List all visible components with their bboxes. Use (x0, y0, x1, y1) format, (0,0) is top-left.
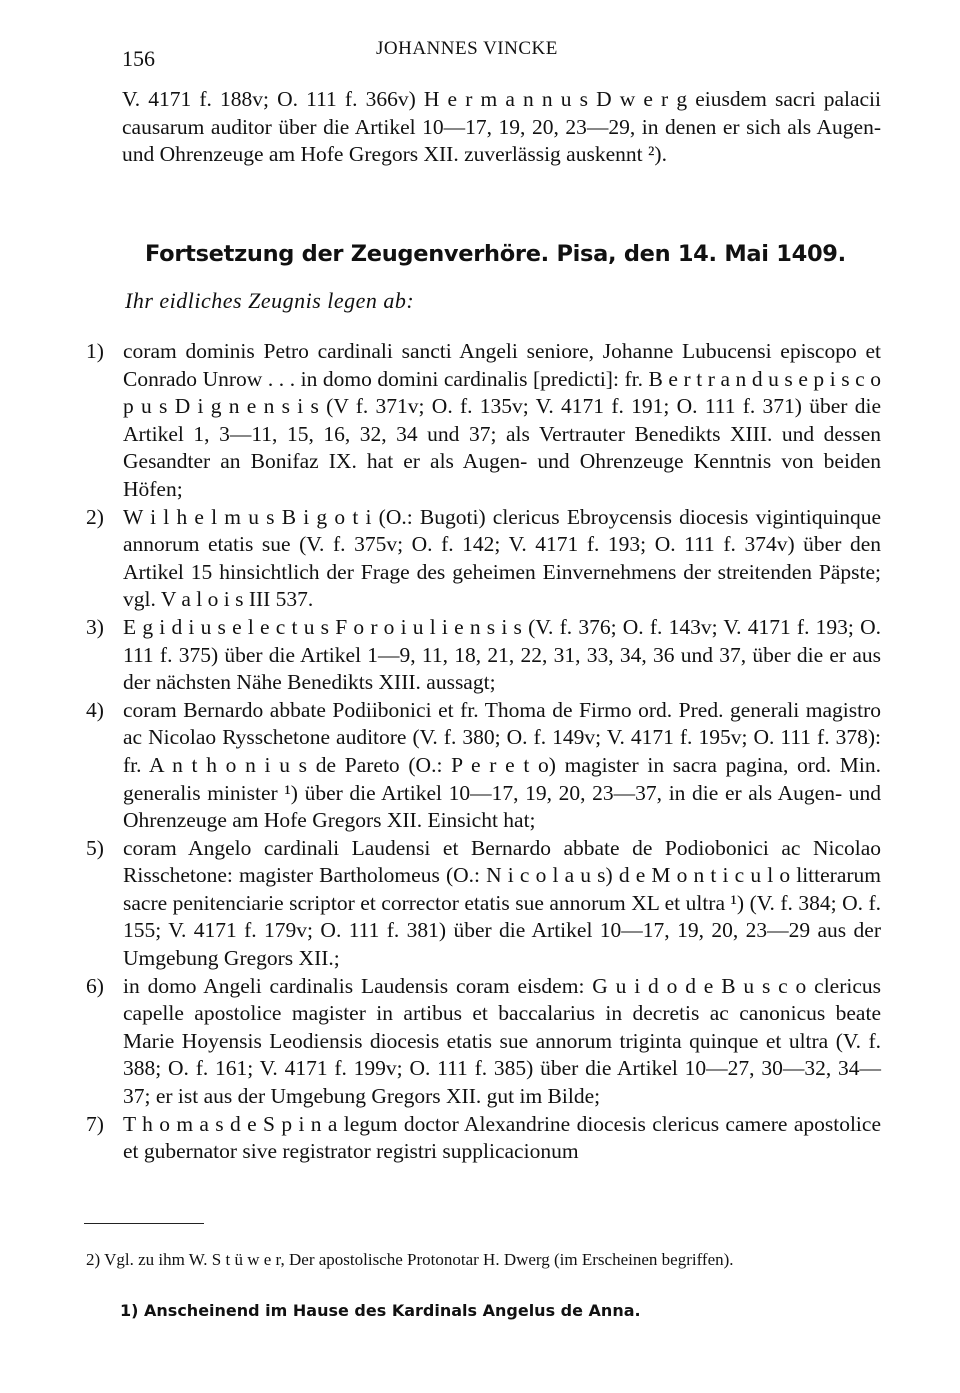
item-text: coram Angelo cardinali Laudensi et Bernardo abbate de Podiobonici ac Nicolao Risschetone: magister Bartholomeus (O.: N i c o l a u s) d e M o n t i c u l o litterarum sacre penitenciarie scriptor et corrector etatis sue annorum XL et ultra ¹) (V. f. 384; O. f. 155; V. 4171 f. 179v; O. 111 f. 381) über die Artikel 10—17, 19, 20, 23—29 aus der Umgebung Gregors XII.; (123, 835, 881, 971)
item-number: 1) (86, 339, 104, 363)
item-number: 7) (86, 1111, 104, 1136)
witness-list (86, 338, 881, 1166)
item-text: in domo Angeli cardinalis Laudensis coram eisdem: G u i d o d e B u s c o clericus capelle apostolice magister in artibus et baccalarius in decretis ac canonicus beate Marie Hoyensis Leodiensis diocesis etatis sue annorum triginta quinque et ultra (V. f. 388; O. f. 161; V. 4171 f. 199v; O. 111 f. 385) über die Artikel 10—27, 30—32, 34—37; er ist aus der Umgebung Gregors XII. gut im Bilde; (123, 973, 881, 1109)
section-heading: Fortsetzung der Zeugenverhöre. Pisa, den 14. Mai 1409. (145, 241, 846, 267)
item-text: T h o m a s d e S p i n a legum doctor Alexandrine diocesis clericus camere apostolice et gubernator sive registrator registri supplicacionum (123, 1111, 881, 1164)
list-item (86, 614, 881, 697)
item-number: 3) (86, 614, 104, 639)
subheading: Ihr eidliches Zeugnis legen ab: (125, 288, 415, 313)
running-title: JOHANNES VINCKE (376, 38, 558, 59)
item-number: 4) (86, 697, 104, 722)
footnote-divider (84, 1223, 204, 1224)
footnote: 2) Vgl. zu ihm W. S t ü w e r, Der apostolische Protonotar H. Dwerg (im Erscheinen begriffen). (86, 1250, 734, 1269)
item-text: coram dominis Petro cardinali sancti Angeli seniore, Johanne Lubucensi episcopo et Conrado Unrow . . . in domo domini cardinalis [predicti]: fr. B e r t r a n d u s e p i s c o p u s D i g n e n s i s (V f. 371v; O. f. 135v; V. 4171 f. 191; O. 111 f. 371) über die Artikel 1, 3—11, 15, 16, 32, 34 und 37; als Vertrauter Benedikts XIII. und dessen Gesandter an Bonifaz IX. hat er als Augen- und Ohrenzeuge Kenntnis von beiden Höfen; (123, 339, 881, 501)
footnote: 1) Anscheinend im Hause des Kardinals Angelus de Anna. (120, 1301, 641, 1320)
list-item (86, 973, 881, 1111)
item-number: 2) (86, 504, 104, 529)
item-text: E g i d i u s e l e c t u s F o r o i u l i e n s i s (V. f. 376; O. f. 143v; V. 4171 f. 193; O. 111 f. 375) über die Artikel 1—9, 11, 18, 21, 22, 31, 33, 34, 36 und 37, über die er aus der nächsten Nähe Benedikts XIII. aussagt; (123, 614, 881, 695)
list-item (86, 697, 881, 835)
list-item (86, 835, 881, 973)
list-item (86, 504, 881, 614)
list-item (86, 1111, 881, 1166)
intro-paragraph: V. 4171 f. 188v; O. 111 f. 366v) H e r m a n n u s D w e r g eiusdem sacri palacii causarum auditor über die Artikel 10—17, 19, 20, 23—29, in denen er sich als Augen- und Ohrenzeuge am Hofe Gregors XII. zuverlässig auskennt ²). (122, 87, 881, 167)
list-item (86, 338, 881, 504)
item-text: coram Bernardo abbate Podiibonici et fr. Thoma de Firmo ord. Pred. generali magistro ac Nicolao Rysschetone auditore (V. f. 380; O. f. 149v; V. 4171 f. 195v; O. 111 f. 378): fr. A n t h o n i u s de Pareto (O.: P e r e t o) magister in sacra pagina, ord. Min. generalis minister ¹) über die Artikel 10—17, 19, 20, 23—37, in die er als Augen- und Ohrenzeuge am Hofe Gregors XII. Einsicht hat; (123, 697, 881, 833)
page-number: 156 (122, 46, 155, 71)
item-text: W i l h e l m u s B i g o t i (O.: Bugoti) clericus Ebroycensis diocesis vigintiquinque annorum etatis sue (V. f. 375v; O. f. 142; V. 4171 f. 193; O. 111 f. 374v) über den Artikel 15 hinsichtlich der Frage des geheimen Einvernehmens der streitenden Päpste; vgl. V a l o i s III 537. (123, 504, 881, 612)
item-number: 5) (86, 835, 104, 860)
item-number: 6) (86, 973, 104, 998)
